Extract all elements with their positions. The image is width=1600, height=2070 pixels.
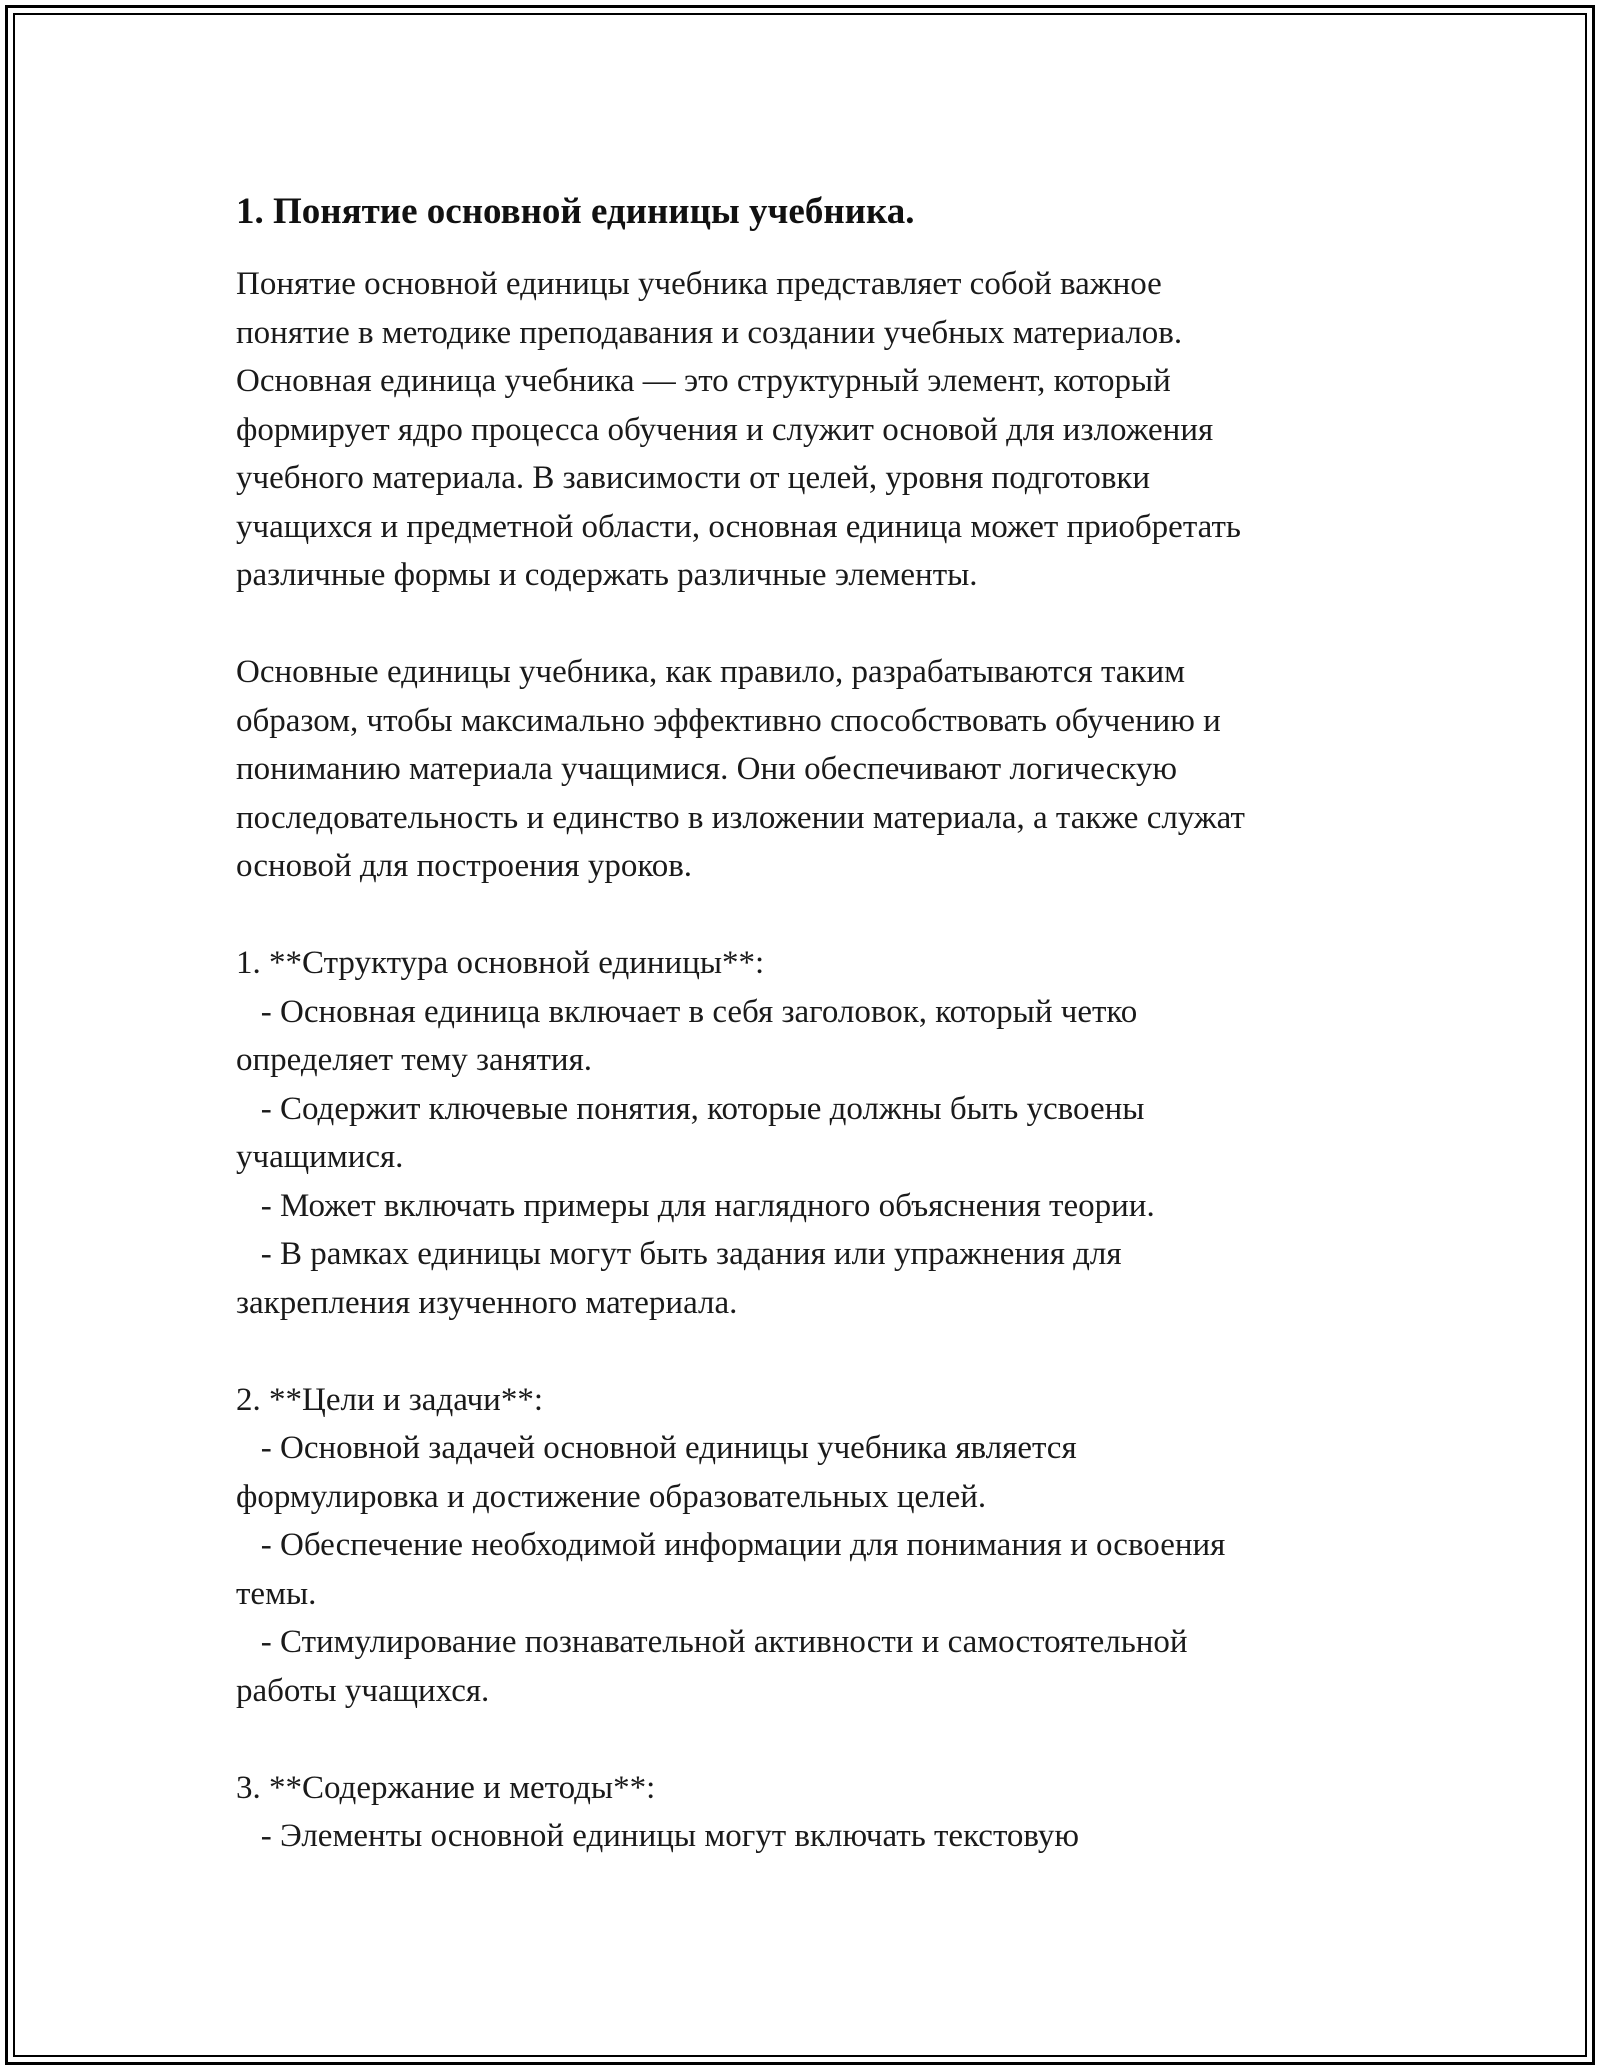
paragraph-spacer bbox=[236, 1715, 1386, 1764]
list-content-methods: 3. **Содержание и методы**: - Элементы основной единицы могут включать текстовую bbox=[236, 1769, 1080, 1854]
list-structure: 1. **Структура основной единицы**: - Основная единица включает в себя заголовок, который четко определяет тему занятия. - Содержит ключевые понятия, которые должны быть усвоены учащимися. - Может включать примеры для наглядного объяснения теории. - В рамках единицы могут быть задания или упражнения для закрепления изученного материала. bbox=[236, 945, 1155, 1321]
paragraph-spacer bbox=[236, 600, 1386, 649]
paragraph-spacer bbox=[236, 1327, 1386, 1376]
document-body bbox=[236, 188, 1386, 1861]
paragraph-units: Основные единицы учебника, как правило, разрабатываются таким образом, чтобы максимально эффективно способствовать обучению и пониманию материала учащимися. Они обеспечивают логическую последовательность и единство в изложении материала, а также служат основой для построения уроков. bbox=[236, 654, 1245, 884]
paragraph-spacer bbox=[236, 891, 1386, 940]
list-goals: 2. **Цели и задачи**: - Основной задачей основной единицы учебника является формулировка и достижение образовательных целей. - Обеспечение необходимой информации для понимания и освоения темы. - Стимулирование познавательной активности и самостоятельной работы учащихся. bbox=[236, 1381, 1226, 1709]
section-heading: 1. Понятие основной единицы учебника. bbox=[236, 191, 915, 232]
paragraph-intro: Понятие основной единицы учебника представляет собой важное понятие в методике преподавания и создании учебных материалов. Основная единица учебника — это структурный элемент, который формирует ядро процесса обучения и служит основой для изложения учебного материала. В зависимости от целей, уровня подготовки учащихся и предметной области, основная единица может приобретать различные формы и содержать различные элементы. bbox=[236, 266, 1241, 593]
